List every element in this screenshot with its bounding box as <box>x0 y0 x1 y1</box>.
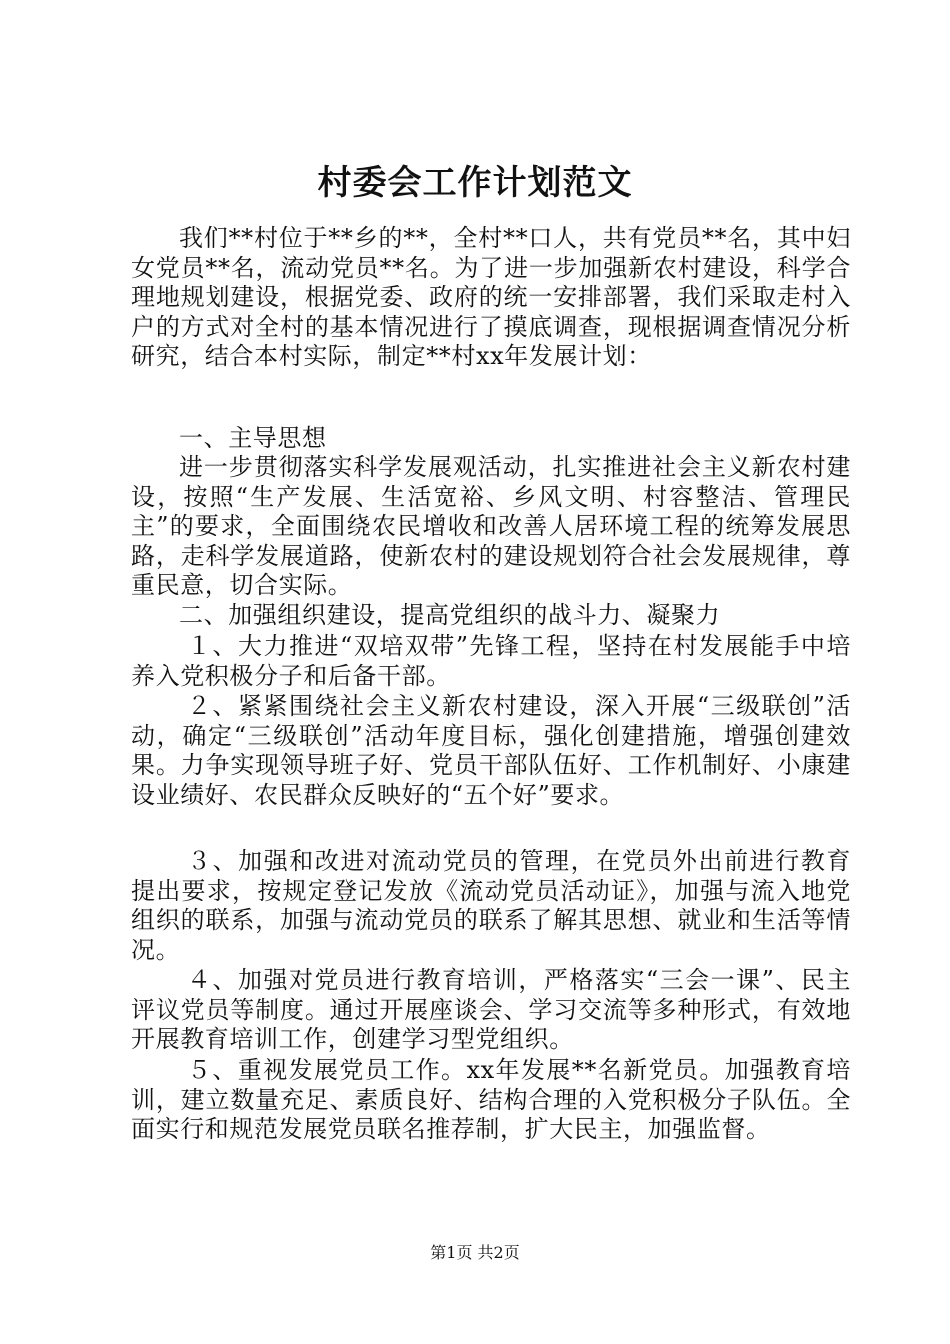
document-title: 村委会工作计划范文 <box>317 163 633 203</box>
section-1-heading: 一、主导思想 <box>179 424 327 452</box>
intro-paragraph: 我们**村位于**乡的**，全村**口人，共有党员**名，其中妇女党员**名，流动党员**名。为了进一步加强新农村建设，科学合理地规划建设，根据党委、政府的统一安排部署，我们采取走村入户的方式对全村的基本情况进行了摸底调查，现根据调查情况分析研究，结合本村实际，制定**村xx年发展计划： <box>131 224 851 370</box>
page-footer: 第1页 共2页 <box>430 1243 520 1262</box>
item-5-paragraph: ５、重视发展党员工作。xx年发展**名新党员。加强教育培训，建立数量充足、素质良好、结构合理的入党积极分子队伍。全面实行和规范发展党员联名推荐制，扩大民主，加强监督。 <box>131 1056 851 1143</box>
section-1-paragraph: 进一步贯彻落实科学发展观活动，扎实推进社会主义新农村建设，按照“生产发展、生活宽裕、乡风文明、村容整洁、管理民主”的要求，全面围绕农民增收和改善人居环境工程的统筹发展思路，走科学发展道路，使新农村的建设规划符合社会发展规律，尊重民意，切合实际。 <box>131 453 851 599</box>
item-4-paragraph: ４、加强对党员进行教育培训，严格落实“三会一课”、民主评议党员等制度。通过开展座谈会、学习交流等多种形式，有效地开展教育培训工作，创建学习型党组织。 <box>131 966 851 1053</box>
item-1-paragraph: １、大力推进“双培双带”先锋工程，坚持在村发展能手中培养入党积极分子和后备干部。 <box>131 632 851 690</box>
item-2-paragraph: ２、紧紧围绕社会主义新农村建设，深入开展“三级联创”活动，确定“三级联创”活动年度目标，强化创建措施，增强创建效果。力争实现领导班子好、党员干部队伍好、工作机制好、小康建设业绩好、农民群众反映好的“五个好”要求。 <box>131 692 851 809</box>
item-3-paragraph: ３、加强和改进对流动党员的管理，在党员外出前进行教育提出要求，按规定登记发放《流动党员活动证》，加强与流入地党组织的联系，加强与流动党员的联系了解其思想、就业和生活等情况。 <box>131 847 851 964</box>
section-2-heading: 二、加强组织建设，提高党组织的战斗力、凝聚力 <box>179 601 721 629</box>
